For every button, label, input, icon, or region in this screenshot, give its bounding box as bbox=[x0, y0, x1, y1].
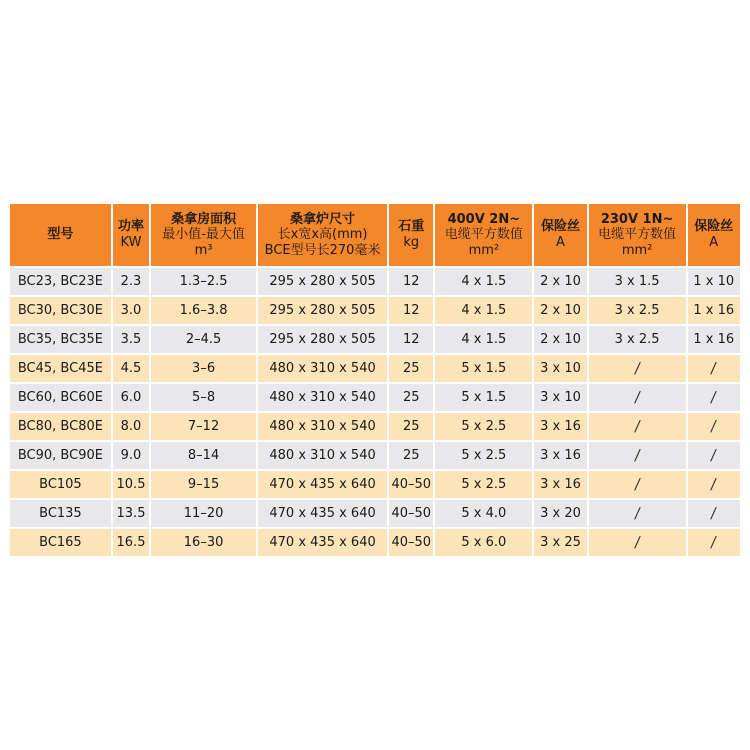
cell-fuse-230v-value: 1 x 16 bbox=[693, 302, 735, 318]
cell-stone-weight bbox=[389, 355, 433, 382]
cell-heater-size bbox=[258, 326, 387, 353]
cell-fuse-400v-value: 2 x 10 bbox=[540, 302, 581, 318]
cell-heater-size bbox=[258, 384, 387, 411]
cell-stone-weight bbox=[389, 384, 433, 411]
cell-cable-400v-value: 5 x 1.5 bbox=[461, 360, 507, 376]
cell-room-area-value: 1.3–2.5 bbox=[179, 273, 228, 289]
cell-fuse-400v-value: 3 x 10 bbox=[540, 360, 581, 376]
table-row bbox=[10, 268, 740, 295]
cell-heater-size-value: 480 x 310 x 540 bbox=[269, 389, 376, 405]
cell-cable-230v-value: / bbox=[633, 533, 641, 552]
cell-fuse-400v bbox=[534, 268, 586, 295]
cell-fuse-400v-value: 3 x 25 bbox=[540, 534, 581, 550]
cell-room-area bbox=[151, 529, 256, 556]
cell-room-area-value: 9–15 bbox=[187, 476, 220, 492]
cell-fuse-400v bbox=[534, 355, 586, 382]
header-power-line: 功率 bbox=[117, 219, 144, 235]
cell-cable-230v-value: / bbox=[633, 475, 641, 494]
cell-fuse-400v bbox=[534, 529, 586, 556]
cell-model bbox=[10, 413, 111, 440]
cell-cable-230v-value: / bbox=[633, 417, 641, 436]
cell-cable-230v bbox=[589, 500, 686, 527]
cell-stone-weight bbox=[389, 268, 433, 295]
header-cable-400v bbox=[435, 204, 532, 266]
cell-power-value: 10.5 bbox=[116, 476, 146, 492]
cell-cable-230v bbox=[589, 442, 686, 469]
cell-room-area bbox=[151, 297, 256, 324]
cell-cable-400v-value: 5 x 6.0 bbox=[461, 534, 507, 550]
cell-cable-400v-value: 4 x 1.5 bbox=[461, 302, 507, 318]
cell-cable-400v-value: 5 x 2.5 bbox=[461, 418, 507, 434]
header-cable-230v-line: mm² bbox=[621, 242, 653, 258]
cell-stone-weight-value: 12 bbox=[403, 331, 420, 347]
cell-power bbox=[113, 500, 149, 527]
cell-model-value: BC80, BC80E bbox=[17, 418, 103, 434]
cell-model bbox=[10, 384, 111, 411]
header-row bbox=[10, 204, 740, 266]
cell-room-area bbox=[151, 326, 256, 353]
cell-fuse-400v bbox=[534, 413, 586, 440]
cell-room-area-value: 5–8 bbox=[192, 389, 216, 405]
cell-cable-400v bbox=[435, 471, 532, 498]
cell-cable-400v bbox=[435, 529, 532, 556]
table-row bbox=[10, 500, 740, 527]
cell-power-value: 3.0 bbox=[120, 302, 142, 318]
cell-heater-size bbox=[258, 442, 387, 469]
header-room-area-line: m³ bbox=[194, 242, 213, 258]
cell-heater-size bbox=[258, 500, 387, 527]
cell-stone-weight-value: 40–50 bbox=[391, 534, 432, 550]
cell-heater-size-value: 470 x 435 x 640 bbox=[269, 505, 376, 521]
cell-stone-weight bbox=[389, 297, 433, 324]
header-cable-400v-line: 电缆平方数值 bbox=[444, 227, 523, 243]
cell-power bbox=[113, 442, 149, 469]
header-fuse-400v-line: 保险丝 bbox=[540, 219, 580, 235]
cell-cable-400v-value: 5 x 2.5 bbox=[461, 476, 507, 492]
header-model-line: 型号 bbox=[47, 227, 74, 243]
cell-stone-weight bbox=[389, 326, 433, 353]
cell-fuse-230v-value: 1 x 16 bbox=[693, 331, 735, 347]
cell-room-area-value: 7–12 bbox=[187, 418, 220, 434]
table-row bbox=[10, 442, 740, 469]
cell-model bbox=[10, 529, 111, 556]
cell-fuse-400v bbox=[534, 297, 586, 324]
cell-cable-400v bbox=[435, 413, 532, 440]
header-room-area-line: 最小值-最大值 bbox=[162, 227, 245, 243]
header-stone-weight bbox=[389, 204, 433, 266]
cell-cable-230v bbox=[589, 384, 686, 411]
cell-heater-size bbox=[258, 471, 387, 498]
cell-cable-400v-value: 5 x 4.0 bbox=[461, 505, 507, 521]
header-fuse-400v-line: A bbox=[556, 235, 565, 250]
cell-model-value: BC105 bbox=[39, 476, 82, 492]
cell-fuse-400v-value: 2 x 10 bbox=[540, 331, 581, 347]
cell-fuse-230v-value: / bbox=[709, 388, 718, 407]
cell-power bbox=[113, 384, 149, 411]
cell-model bbox=[10, 500, 111, 527]
cell-cable-400v bbox=[435, 384, 532, 411]
cell-stone-weight-value: 12 bbox=[403, 273, 420, 289]
cell-stone-weight-value: 40–50 bbox=[391, 476, 432, 492]
cell-room-area bbox=[151, 413, 256, 440]
header-cable-230v-line: 电缆平方数值 bbox=[598, 227, 677, 243]
cell-model bbox=[10, 355, 111, 382]
table-row bbox=[10, 471, 740, 498]
cell-power bbox=[113, 471, 149, 498]
cell-cable-230v-value: / bbox=[633, 388, 641, 407]
cell-model-value: BC165 bbox=[39, 534, 82, 550]
cell-heater-size-value: 480 x 310 x 540 bbox=[269, 447, 376, 463]
cell-model-value: BC135 bbox=[39, 505, 82, 521]
header-fuse-230v-line: A bbox=[709, 235, 719, 250]
cell-model-value: BC90, BC90E bbox=[17, 447, 103, 463]
table-row bbox=[10, 529, 740, 556]
table-row bbox=[10, 355, 740, 382]
cell-heater-size-value: 470 x 435 x 640 bbox=[269, 476, 376, 492]
header-power-line: KW bbox=[120, 235, 142, 250]
cell-fuse-230v-value: / bbox=[709, 475, 718, 494]
header-room-area-line: 桑拿房面积 bbox=[171, 211, 237, 227]
cell-cable-230v-value: 3 x 2.5 bbox=[614, 302, 660, 318]
cell-model bbox=[10, 326, 111, 353]
cell-stone-weight-value: 40–50 bbox=[391, 505, 432, 521]
cell-fuse-230v bbox=[688, 326, 740, 353]
cell-model-value: BC30, BC30E bbox=[17, 302, 103, 318]
cell-model-value: BC35, BC35E bbox=[17, 331, 103, 347]
header-room-area bbox=[151, 204, 256, 266]
cell-power-value: 9.0 bbox=[120, 447, 142, 463]
cell-power-value: 6.0 bbox=[120, 389, 142, 405]
cell-stone-weight-value: 25 bbox=[403, 360, 420, 376]
cell-fuse-400v bbox=[534, 326, 586, 353]
cell-fuse-230v bbox=[688, 529, 740, 556]
cell-fuse-400v bbox=[534, 384, 586, 411]
table-row bbox=[10, 326, 740, 353]
cell-cable-230v bbox=[589, 529, 686, 556]
cell-room-area bbox=[151, 355, 256, 382]
cell-cable-400v bbox=[435, 355, 532, 382]
cell-power bbox=[113, 326, 149, 353]
header-fuse-230v bbox=[688, 204, 740, 266]
cell-room-area-value: 2–4.5 bbox=[185, 331, 222, 347]
cell-fuse-400v-value: 3 x 16 bbox=[540, 418, 581, 434]
cell-heater-size-value: 295 x 280 x 505 bbox=[269, 302, 376, 318]
cell-cable-400v bbox=[435, 326, 532, 353]
cell-cable-230v bbox=[589, 413, 686, 440]
header-stone-weight-line: kg bbox=[403, 235, 420, 250]
cell-cable-230v-value: / bbox=[633, 446, 641, 465]
cell-fuse-230v bbox=[688, 500, 740, 527]
header-fuse-230v-line: 保险丝 bbox=[694, 219, 734, 235]
cell-cable-400v-value: 5 x 1.5 bbox=[461, 389, 507, 405]
cell-cable-400v-value: 4 x 1.5 bbox=[461, 273, 507, 289]
cell-heater-size-value: 295 x 280 x 505 bbox=[269, 273, 376, 289]
cell-power bbox=[113, 355, 149, 382]
header-stone-weight-line: 石重 bbox=[398, 219, 425, 235]
cell-power bbox=[113, 529, 149, 556]
cell-cable-400v bbox=[435, 500, 532, 527]
cell-fuse-400v bbox=[534, 442, 586, 469]
cell-power bbox=[113, 268, 149, 295]
cell-fuse-230v bbox=[688, 297, 740, 324]
cell-cable-230v-value: 3 x 1.5 bbox=[614, 273, 660, 289]
cell-room-area-value: 16–30 bbox=[183, 534, 224, 550]
cell-fuse-400v-value: 2 x 10 bbox=[540, 273, 581, 289]
cell-cable-400v bbox=[435, 297, 532, 324]
cell-cable-230v-value: 3 x 2.5 bbox=[614, 331, 660, 347]
cell-fuse-230v bbox=[688, 384, 740, 411]
cell-fuse-230v bbox=[688, 442, 740, 469]
cell-room-area bbox=[151, 500, 256, 527]
cell-cable-230v-value: / bbox=[633, 359, 641, 378]
cell-room-area-value: 3–6 bbox=[192, 360, 216, 376]
cell-power-value: 2.3 bbox=[120, 273, 142, 289]
cell-fuse-400v-value: 3 x 10 bbox=[540, 389, 581, 405]
cell-cable-230v bbox=[589, 326, 686, 353]
cell-fuse-230v-value: / bbox=[709, 533, 718, 552]
cell-fuse-230v-value: / bbox=[709, 504, 718, 523]
cell-model bbox=[10, 268, 111, 295]
table-row bbox=[10, 413, 740, 440]
cell-heater-size bbox=[258, 529, 387, 556]
header-heater-size-line: 桑拿炉尺寸 bbox=[290, 211, 356, 227]
cell-power-value: 16.5 bbox=[116, 534, 146, 550]
cell-stone-weight-value: 25 bbox=[403, 418, 420, 434]
cell-power-value: 8.0 bbox=[120, 418, 142, 434]
cell-heater-size-value: 480 x 310 x 540 bbox=[269, 418, 376, 434]
cell-stone-weight bbox=[389, 500, 433, 527]
cell-model-value: BC23, BC23E bbox=[17, 273, 103, 289]
cell-cable-400v-value: 4 x 1.5 bbox=[461, 331, 507, 347]
cell-fuse-230v bbox=[688, 471, 740, 498]
cell-fuse-400v bbox=[534, 471, 586, 498]
cell-fuse-230v-value: 1 x 10 bbox=[693, 273, 735, 289]
cell-fuse-230v bbox=[688, 413, 740, 440]
cell-fuse-400v bbox=[534, 500, 586, 527]
cell-power-value: 4.5 bbox=[120, 360, 142, 376]
header-heater-size-line: 长x宽x高(mm) bbox=[277, 227, 368, 243]
cell-power-value: 13.5 bbox=[116, 505, 146, 521]
cell-stone-weight bbox=[389, 442, 433, 469]
cell-fuse-230v-value: / bbox=[709, 359, 718, 378]
cell-fuse-400v-value: 3 x 16 bbox=[540, 476, 581, 492]
cell-room-area-value: 8–14 bbox=[187, 447, 220, 463]
header-cable-400v-line: 400V 2N~ bbox=[447, 211, 521, 227]
cell-heater-size-value: 295 x 280 x 505 bbox=[269, 331, 376, 347]
cell-model-value: BC60, BC60E bbox=[17, 389, 103, 405]
cell-room-area-value: 1.6–3.8 bbox=[179, 302, 228, 318]
cell-room-area bbox=[151, 384, 256, 411]
cell-heater-size bbox=[258, 297, 387, 324]
cell-heater-size bbox=[258, 268, 387, 295]
cell-fuse-400v-value: 3 x 16 bbox=[540, 447, 581, 463]
cell-model bbox=[10, 471, 111, 498]
cell-cable-400v-value: 5 x 2.5 bbox=[461, 447, 507, 463]
cell-stone-weight bbox=[389, 471, 433, 498]
cell-cable-400v bbox=[435, 442, 532, 469]
cell-cable-230v bbox=[589, 471, 686, 498]
cell-fuse-230v-value: / bbox=[709, 446, 718, 465]
header-heater-size-line: BCE型号长270毫米 bbox=[264, 242, 381, 258]
cell-fuse-230v bbox=[688, 268, 740, 295]
cell-model bbox=[10, 297, 111, 324]
table-row bbox=[10, 384, 740, 411]
header-cable-400v-line: mm² bbox=[468, 242, 500, 258]
cell-cable-400v bbox=[435, 268, 532, 295]
cell-room-area-value: 11–20 bbox=[183, 505, 224, 521]
cell-cable-230v bbox=[589, 297, 686, 324]
cell-heater-size-value: 480 x 310 x 540 bbox=[269, 360, 376, 376]
cell-cable-230v bbox=[589, 268, 686, 295]
header-fuse-400v bbox=[534, 204, 586, 266]
cell-power-value: 3.5 bbox=[120, 331, 142, 347]
header-power bbox=[113, 204, 149, 266]
cell-model bbox=[10, 442, 111, 469]
table-body bbox=[10, 268, 740, 556]
cell-fuse-400v-value: 3 x 20 bbox=[540, 505, 581, 521]
cell-heater-size bbox=[258, 413, 387, 440]
cell-room-area bbox=[151, 471, 256, 498]
header-cable-230v bbox=[589, 204, 686, 266]
cell-fuse-230v bbox=[688, 355, 740, 382]
header-model bbox=[10, 204, 111, 266]
cell-room-area bbox=[151, 442, 256, 469]
cell-stone-weight-value: 25 bbox=[403, 389, 420, 405]
cell-stone-weight-value: 12 bbox=[403, 302, 420, 318]
cell-stone-weight bbox=[389, 529, 433, 556]
cell-fuse-230v-value: / bbox=[709, 417, 718, 436]
cell-model-value: BC45, BC45E bbox=[17, 360, 103, 376]
spec-table bbox=[8, 202, 742, 558]
cell-stone-weight-value: 25 bbox=[403, 447, 420, 463]
cell-cable-230v-value: / bbox=[633, 504, 641, 523]
header-heater-size bbox=[258, 204, 387, 266]
cell-power bbox=[113, 413, 149, 440]
cell-power bbox=[113, 297, 149, 324]
header-cable-230v-line: 230V 1N~ bbox=[600, 211, 674, 227]
cell-room-area bbox=[151, 268, 256, 295]
cell-heater-size bbox=[258, 355, 387, 382]
cell-heater-size-value: 470 x 435 x 640 bbox=[269, 534, 376, 550]
table-row bbox=[10, 297, 740, 324]
cell-stone-weight bbox=[389, 413, 433, 440]
cell-cable-230v bbox=[589, 355, 686, 382]
